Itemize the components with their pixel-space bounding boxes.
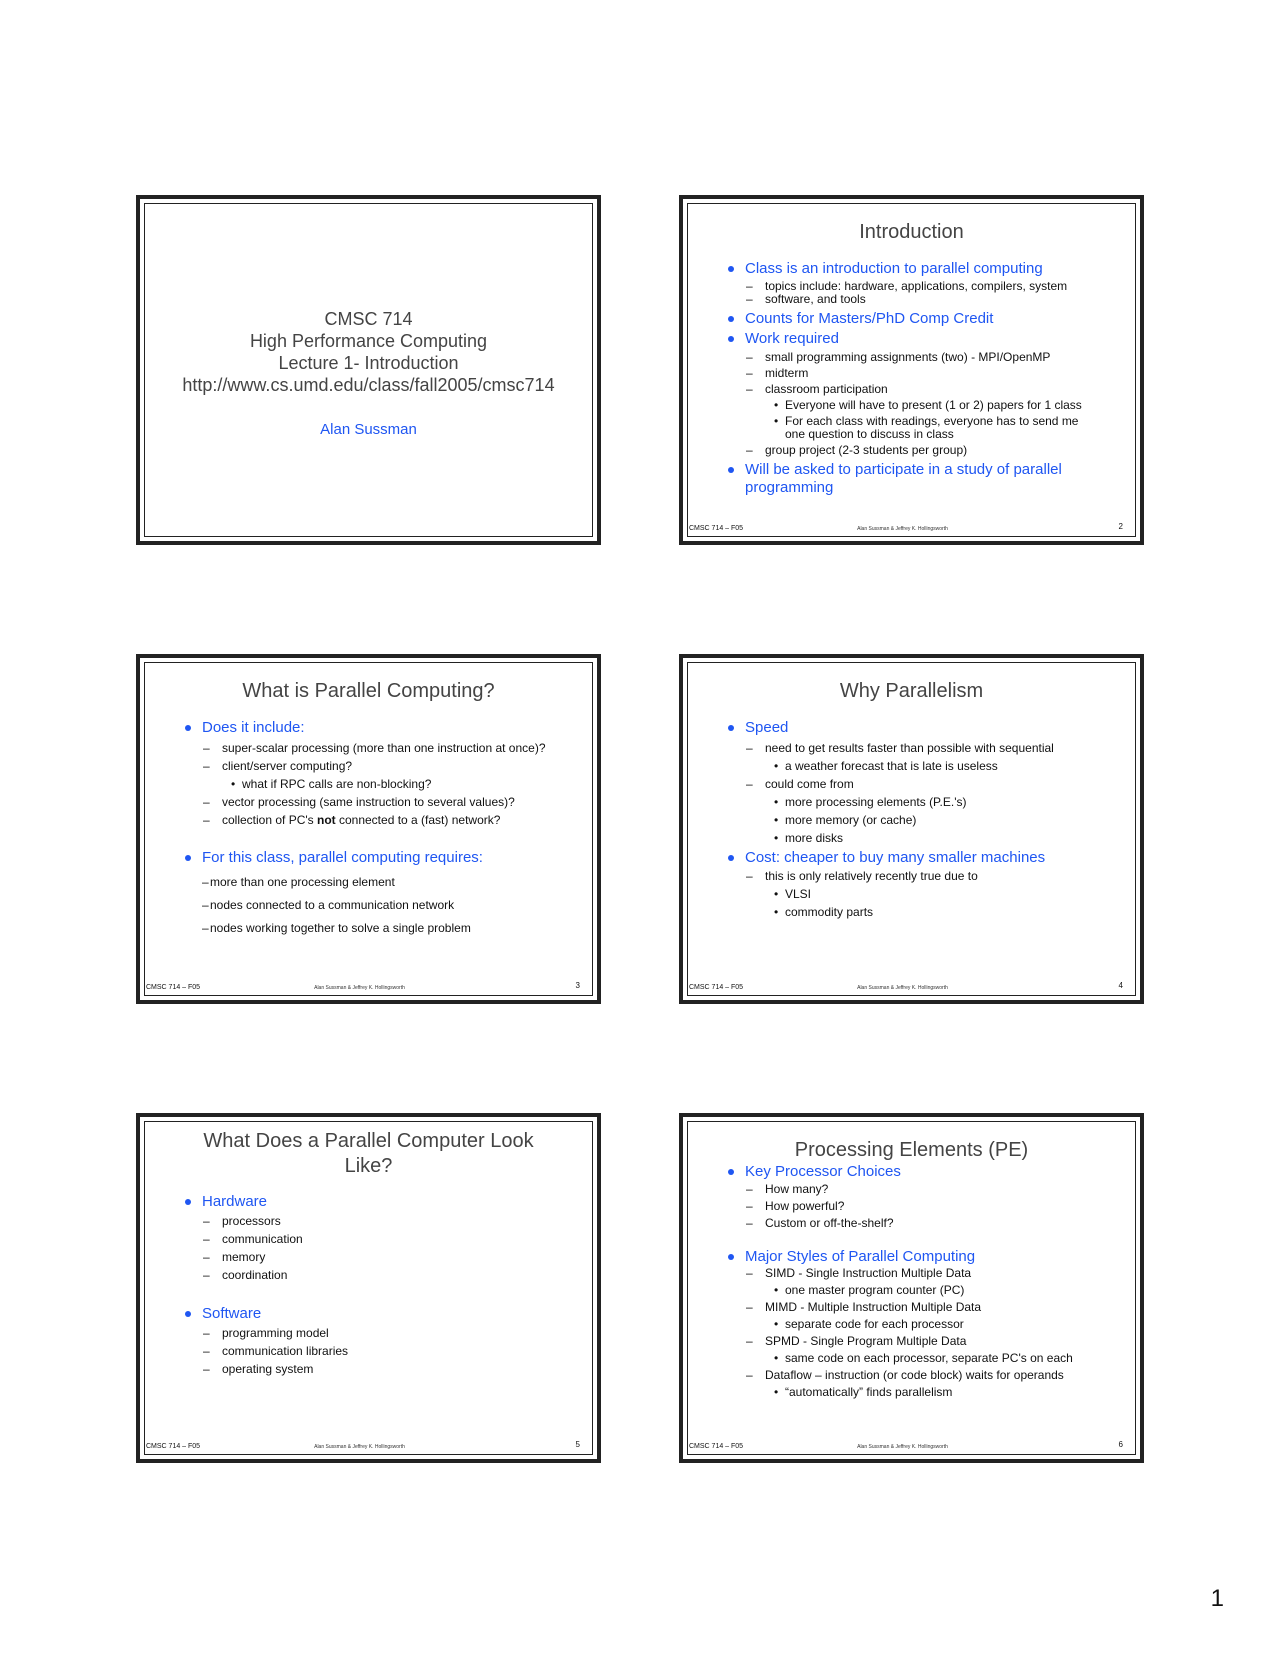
sub-sub-bullet: • more memory (or cache) [728,814,1115,827]
sub-bullet: – vector processing (same instruction to several values)? [185,796,572,809]
footer-authors: Alan Sussman & Jeffrey K. Hollingsworth [314,985,405,991]
sub-bullet: – topics include: hardware, applications, compilers, system [728,280,1115,293]
bullet: Cost: cheaper to buy many smaller machines [728,849,1115,867]
footer-course: CMSC 714 – F05 [689,1443,744,1450]
bullet: Software [185,1305,572,1323]
sub-bullet: – operating system [185,1363,572,1376]
bullet: For this class, parallel computing requires: [185,849,572,867]
course-code: CMSC 714 [324,309,413,329]
sub-sub-bullet: • For each class with readings, everyone has to send me [728,415,1115,428]
sub-bullet-text: connected to a (fast) network? [335,813,501,827]
slide-2 [679,195,1144,545]
bullet: Class is an introduction to parallel computing [728,260,1115,278]
slide-title: Why Parallelism [839,680,984,702]
sub-bullet: – How many? [728,1183,1115,1196]
slide-number: 5 [575,1440,580,1449]
slide-footer [688,523,1135,533]
slide-3 [136,654,601,1004]
sub-bullet: – memory [185,1251,572,1264]
sub-bullet: – SIMD - Single Instruction Multiple Data [728,1267,1115,1280]
dash-item [185,875,572,889]
sub-bullet-text: software, and tools [765,292,866,306]
slide-frame [687,203,1136,537]
course-name: High Performance Computing [249,331,488,351]
emphasis-text: not [317,813,336,827]
sub-bullet: – could come from [728,778,1115,791]
sub-bullet: – small programming assignments (two) - MPI/OpenMP [728,351,1115,364]
sub-sub-bullet: • “automatically” finds parallelism [728,1386,1115,1399]
slide-content [185,719,572,935]
sub-bullet: – coordination [185,1269,572,1282]
slide-frame [144,662,593,996]
author-name: Alan Sussman [320,421,417,438]
sub-sub-bullet: • Everyone will have to present (1 or 2) papers for 1 class [728,399,1115,412]
sub-sub-bullet: • a weather forecast that is late is useless [728,760,1115,773]
slide-5 [136,1113,601,1463]
sub-bullet: – group project (2-3 students per group) [728,444,1115,457]
sub-bullet: – classroom participation [728,383,1115,396]
sub-bullet: – Custom or off-the-shelf? [728,1217,1115,1230]
sub-bullet: – client/server computing? [185,760,572,773]
slide-content [185,1193,572,1376]
sub-bullet-text: collection of PC's [222,813,317,827]
footer-authors: Alan Sussman & Jeffrey K. Hollingsworth [857,526,948,532]
sub-bullet: – this is only relatively recently true due to [728,870,1115,883]
sub-sub-bullet: • VLSI [728,888,1115,901]
sub-sub-bullet: • separate code for each processor [728,1318,1115,1331]
bullet: Work required [728,330,1115,348]
slide-footer [688,982,1135,992]
sub-bullet: – super-scalar processing (more than one instruction at once)? [185,742,572,755]
sub-sub-bullet: • what if RPC calls are non-blocking? [185,778,572,791]
bullet: Will be asked to participate in a study of parallel [728,461,1115,479]
sub-bullet: – communication [185,1233,572,1246]
lecture-title: Lecture 1- Introduction [278,353,459,373]
sub-bullet: – Dataflow – instruction (or code block) waits for operands [728,1369,1115,1382]
dash-item [185,921,572,935]
footer-course: CMSC 714 – F05 [146,984,201,991]
slide-frame [144,203,593,537]
sub-bullet: – How powerful? [728,1200,1115,1213]
slide-title-line: What Does a Parallel Computer Look [203,1130,534,1152]
sub-sub-bullet-continued: one question to discuss in class [785,427,954,441]
slide-frame [687,1121,1136,1455]
slide-content [728,260,1115,497]
footer-course: CMSC 714 – F05 [146,1443,201,1450]
slide-frame [687,662,1136,996]
slide-content [728,719,1115,919]
sub-sub-bullet: • more disks [728,832,1115,845]
bullet: Does it include: [185,719,572,737]
slide-number: 3 [575,981,580,990]
bullet: Counts for Masters/PhD Comp Credit [728,310,1115,328]
slide-title: What is Parallel Computing? [242,680,495,702]
footer-authors: Alan Sussman & Jeffrey K. Hollingsworth [857,985,948,991]
sub-bullet: – communication libraries [185,1345,572,1358]
sub-bullet: – processors [185,1215,572,1228]
footer-course: CMSC 714 – F05 [689,525,744,532]
page-number: 1 [1210,1585,1224,1612]
slide-footer [688,1441,1135,1451]
dash-item [185,898,572,912]
slide-frame [144,1121,593,1455]
sub-bullet: – midterm [728,367,1115,380]
slide-title: Processing Elements (PE) [794,1139,1029,1161]
sub-bullet: – SPMD - Single Program Multiple Data [728,1335,1115,1348]
bullet: Key Processor Choices [728,1163,1115,1181]
slide-footer [145,982,592,992]
bullet: Hardware [185,1193,572,1211]
sub-sub-bullet: • more processing elements (P.E.'s) [728,796,1115,809]
bullet: Speed [728,719,1115,737]
slide-4 [679,654,1144,1004]
slide-title: Introduction [859,221,964,243]
sub-bullet [185,814,572,827]
sub-bullet-continued [728,293,1115,306]
slide-number: 2 [1118,522,1123,531]
dash-item-text: more than one processing element [210,875,395,889]
slide-title [145,1129,592,1179]
slide-number: 4 [1118,981,1123,990]
dash-item-text: nodes working together to solve a single problem [210,921,471,935]
dash-item-text: nodes connected to a communication network [210,898,455,912]
title-block [145,308,592,396]
sub-bullet: – MIMD - Multiple Instruction Multiple Data [728,1301,1115,1314]
footer-course: CMSC 714 – F05 [689,984,744,991]
bullet-continued: programming [745,479,834,496]
slide-6 [679,1113,1144,1463]
slide-content [728,1163,1115,1399]
footer-authors: Alan Sussman & Jeffrey K. Hollingsworth [857,1444,948,1450]
slide-title-line: Like? [344,1155,393,1177]
footer-authors: Alan Sussman & Jeffrey K. Hollingsworth [314,1444,405,1450]
slide-1 [136,195,601,545]
course-url[interactable]: http://www.cs.umd.edu/class/fall2005/cmsc714 [182,375,555,395]
sub-sub-bullet: • one master program counter (PC) [728,1284,1115,1297]
slide-number: 6 [1118,1440,1123,1449]
sub-sub-bullet: • same code on each processor, separate PC's on each [728,1352,1115,1365]
sub-bullet: – need to get results faster than possible with sequential [728,742,1115,755]
bullet: Major Styles of Parallel Computing [728,1248,1115,1266]
sub-sub-bullet: • commodity parts [728,906,1115,919]
slide-footer [145,1441,592,1451]
sub-bullet: – programming model [185,1327,572,1340]
